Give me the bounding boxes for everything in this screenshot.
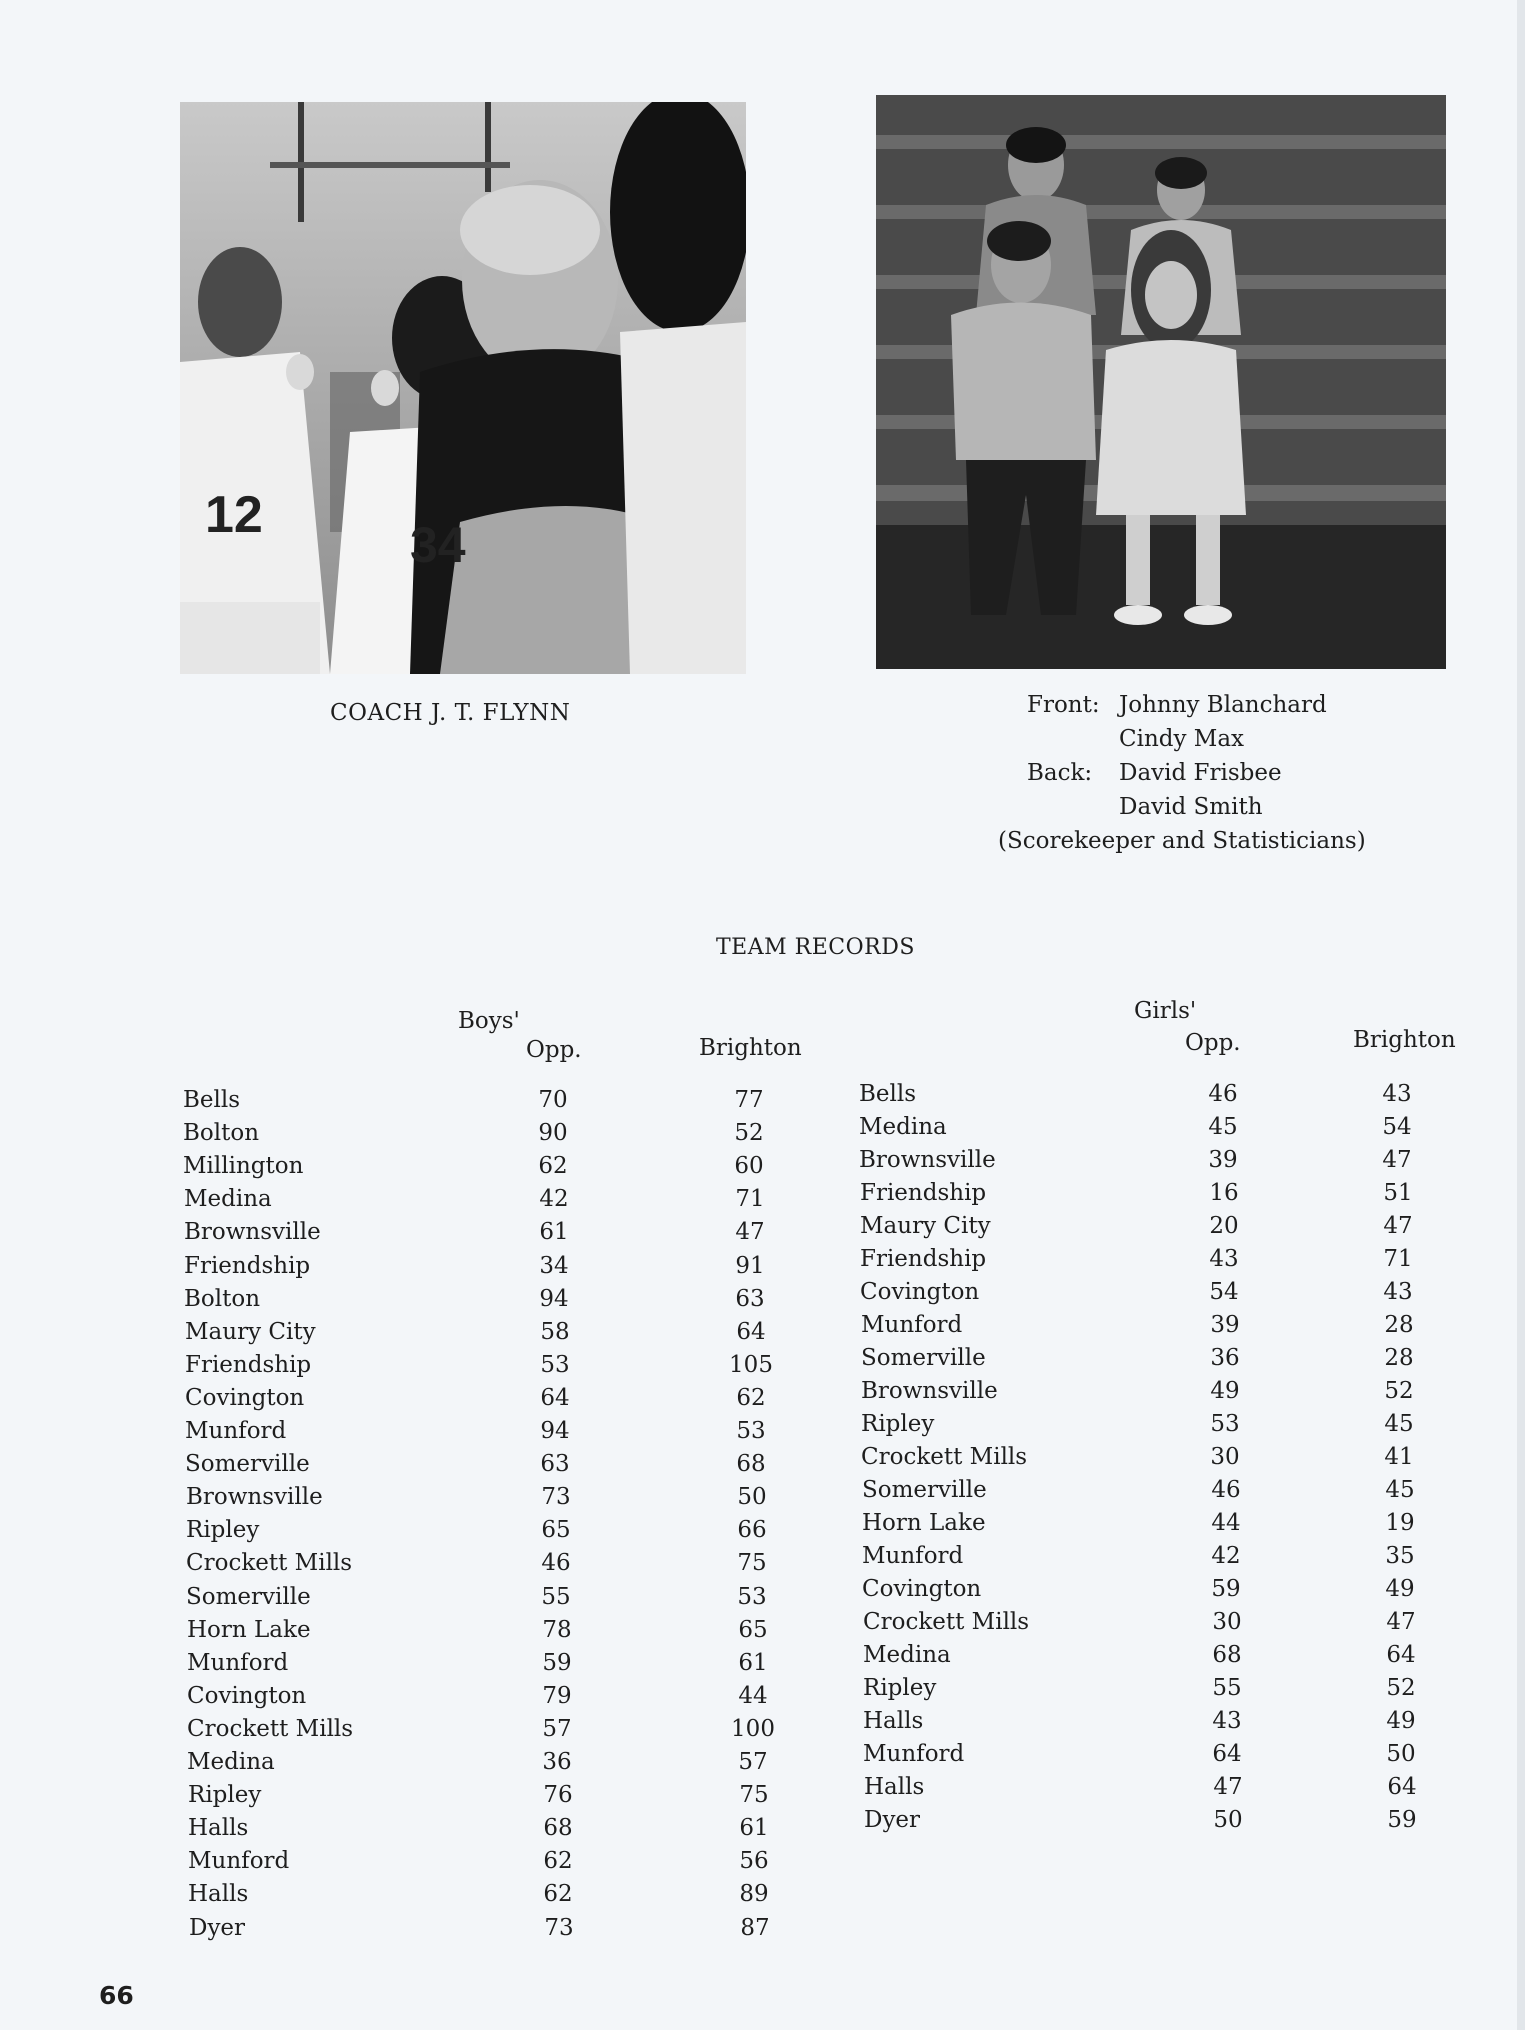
girls-label: Girls': [1134, 998, 1197, 1024]
team-name: Bolton: [183, 1120, 260, 1146]
brighton-score: 54: [1382, 1114, 1412, 1140]
brighton-score: 52: [1384, 1378, 1414, 1404]
opponent-score: 46: [541, 1550, 571, 1576]
brighton-score: 65: [738, 1617, 768, 1643]
brighton-score: 28: [1384, 1312, 1414, 1338]
brighton-score: 91: [735, 1253, 765, 1279]
team-name: Munford: [185, 1418, 287, 1444]
opponent-score: 68: [1212, 1642, 1242, 1668]
team-name: Maury City: [185, 1319, 316, 1345]
team-name: Bells: [183, 1087, 241, 1113]
opponent-score: 58: [540, 1319, 570, 1345]
brighton-score: 51: [1383, 1180, 1413, 1206]
team-name: Ripley: [861, 1411, 935, 1437]
team-name: Medina: [187, 1749, 275, 1775]
team-name: Somerville: [185, 1451, 310, 1477]
opponent-score: 53: [540, 1352, 570, 1378]
team-name: Crockett Mills: [186, 1550, 353, 1576]
team-name: Bolton: [184, 1286, 261, 1312]
brighton-score: 43: [1382, 1081, 1412, 1107]
coach-photo: [180, 102, 746, 674]
brighton-score: 57: [738, 1749, 768, 1775]
brighton-score: 75: [737, 1550, 767, 1576]
girls-opp-header: Opp.: [1185, 1030, 1241, 1056]
team-name: Friendship: [185, 1352, 312, 1378]
brighton-score: 50: [737, 1484, 767, 1510]
team-name: Crockett Mills: [861, 1444, 1028, 1470]
opponent-score: 50: [1213, 1807, 1243, 1833]
team-name: Brownsville: [184, 1219, 321, 1245]
team-name: Brownsville: [861, 1378, 998, 1404]
brighton-score: 64: [736, 1319, 766, 1345]
team-name: Halls: [863, 1708, 924, 1734]
brighton-score: 49: [1385, 1576, 1415, 1602]
opponent-score: 16: [1209, 1180, 1239, 1206]
team-name: Munford: [861, 1312, 963, 1338]
team-name: Covington: [185, 1385, 305, 1411]
opponent-score: 94: [539, 1286, 569, 1312]
team-name: Munford: [188, 1848, 290, 1874]
opponent-score: 59: [542, 1650, 572, 1676]
team-name: Munford: [863, 1741, 965, 1767]
opponent-score: 42: [1211, 1543, 1241, 1569]
opponent-score: 39: [1210, 1312, 1240, 1338]
brighton-score: 75: [739, 1782, 769, 1808]
brighton-score: 47: [1386, 1609, 1416, 1635]
boys-opp-header: Opp.: [526, 1037, 582, 1063]
opponent-score: 42: [539, 1186, 569, 1212]
brighton-score: 61: [738, 1650, 768, 1676]
brighton-score: 87: [740, 1915, 770, 1941]
team-name: Maury City: [860, 1213, 991, 1239]
opponent-score: 65: [541, 1517, 571, 1543]
opponent-score: 57: [542, 1716, 572, 1742]
team-name: Millington: [183, 1153, 304, 1179]
team-name: Munford: [187, 1650, 289, 1676]
brighton-score: 19: [1385, 1510, 1415, 1536]
brighton-score: 100: [731, 1716, 775, 1742]
opponent-score: 55: [1212, 1675, 1242, 1701]
brighton-score: 62: [736, 1385, 766, 1411]
team-name: Crockett Mills: [863, 1609, 1030, 1635]
brighton-score: 64: [1386, 1642, 1416, 1668]
opponent-score: 36: [542, 1749, 572, 1775]
opponent-score: 20: [1209, 1213, 1239, 1239]
crew-role-note: (Scorekeeper and Statisticians): [998, 828, 1366, 854]
opponent-score: 36: [1210, 1345, 1240, 1371]
team-name: Horn Lake: [187, 1617, 311, 1643]
team-name: Bells: [859, 1081, 917, 1107]
opponent-score: 94: [540, 1418, 570, 1444]
team-name: Halls: [864, 1774, 925, 1800]
girls-brighton-header: Brighton: [1353, 1027, 1456, 1053]
records-title: TEAM RECORDS: [716, 935, 915, 960]
opponent-score: 64: [540, 1385, 570, 1411]
opponent-score: 47: [1213, 1774, 1243, 1800]
opponent-score: 78: [542, 1617, 572, 1643]
opponent-score: 34: [539, 1253, 569, 1279]
opponent-score: 44: [1211, 1510, 1241, 1536]
opponent-score: 43: [1209, 1246, 1239, 1272]
brighton-score: 56: [739, 1848, 769, 1874]
opponent-score: 79: [542, 1683, 572, 1709]
team-name: Friendship: [860, 1246, 987, 1272]
back-name-2: David Smith: [1119, 794, 1263, 820]
back-label: Back:: [1027, 760, 1093, 786]
brighton-score: 50: [1386, 1741, 1416, 1767]
team-name: Ripley: [188, 1782, 262, 1808]
brighton-score: 63: [735, 1286, 765, 1312]
brighton-score: 47: [735, 1219, 765, 1245]
opponent-score: 30: [1210, 1444, 1240, 1470]
back-name-1: David Frisbee: [1119, 760, 1282, 786]
brighton-score: 41: [1384, 1444, 1414, 1470]
brighton-score: 71: [1383, 1246, 1413, 1272]
brighton-score: 77: [734, 1087, 764, 1113]
team-name: Dyer: [189, 1915, 246, 1941]
opponent-score: 62: [543, 1881, 573, 1907]
opponent-score: 62: [543, 1848, 573, 1874]
brighton-score: 43: [1383, 1279, 1413, 1305]
scorekeepers-photo: [876, 95, 1446, 669]
opponent-score: 63: [540, 1451, 570, 1477]
page-number: 66: [99, 1981, 134, 2010]
brighton-score: 47: [1382, 1147, 1412, 1173]
team-name: Dyer: [864, 1807, 921, 1833]
brighton-score: 66: [737, 1517, 767, 1543]
team-name: Halls: [188, 1815, 249, 1841]
brighton-score: 49: [1386, 1708, 1416, 1734]
team-name: Medina: [184, 1186, 272, 1212]
team-name: Friendship: [860, 1180, 987, 1206]
front-label: Front:: [1027, 692, 1100, 718]
team-name: Friendship: [184, 1253, 311, 1279]
opponent-score: 46: [1211, 1477, 1241, 1503]
team-name: Covington: [187, 1683, 307, 1709]
team-name: Somerville: [186, 1584, 311, 1610]
coach-caption: COACH J. T. FLYNN: [330, 700, 571, 726]
brighton-score: 53: [737, 1584, 767, 1610]
brighton-score: 64: [1387, 1774, 1417, 1800]
opponent-score: 49: [1210, 1378, 1240, 1404]
team-name: Covington: [862, 1576, 982, 1602]
team-name: Brownsville: [859, 1147, 996, 1173]
page-edge: [1517, 0, 1525, 2030]
brighton-score: 59: [1387, 1807, 1417, 1833]
opponent-score: 76: [543, 1782, 573, 1808]
team-name: Medina: [863, 1642, 951, 1668]
opponent-score: 45: [1208, 1114, 1238, 1140]
team-name: Somerville: [862, 1477, 987, 1503]
opponent-score: 62: [538, 1153, 568, 1179]
team-name: Brownsville: [186, 1484, 323, 1510]
boys-brighton-header: Brighton: [699, 1035, 802, 1061]
team-name: Somerville: [861, 1345, 986, 1371]
opponent-score: 70: [538, 1087, 568, 1113]
brighton-score: 53: [736, 1418, 766, 1444]
team-name: Halls: [188, 1881, 249, 1907]
opponent-score: 59: [1211, 1576, 1241, 1602]
team-name: Horn Lake: [862, 1510, 986, 1536]
opponent-score: 43: [1212, 1708, 1242, 1734]
opponent-score: 53: [1210, 1411, 1240, 1437]
opponent-score: 39: [1208, 1147, 1238, 1173]
opponent-score: 73: [544, 1915, 574, 1941]
jersey-number-34: 34: [410, 517, 466, 573]
team-name: Medina: [859, 1114, 947, 1140]
team-name: Covington: [860, 1279, 980, 1305]
team-name: Ripley: [863, 1675, 937, 1701]
opponent-score: 55: [541, 1584, 571, 1610]
front-name-2: Cindy Max: [1119, 726, 1245, 752]
opponent-score: 68: [543, 1815, 573, 1841]
opponent-score: 61: [539, 1219, 569, 1245]
brighton-score: 28: [1384, 1345, 1414, 1371]
brighton-score: 35: [1385, 1543, 1415, 1569]
brighton-score: 89: [739, 1881, 769, 1907]
brighton-score: 60: [734, 1153, 764, 1179]
opponent-score: 54: [1209, 1279, 1239, 1305]
brighton-score: 52: [1386, 1675, 1416, 1701]
brighton-score: 52: [734, 1120, 764, 1146]
opponent-score: 73: [541, 1484, 571, 1510]
boys-label: Boys': [458, 1008, 520, 1034]
brighton-score: 45: [1384, 1411, 1414, 1437]
opponent-score: 46: [1208, 1081, 1238, 1107]
opponent-score: 90: [538, 1120, 568, 1146]
brighton-score: 47: [1383, 1213, 1413, 1239]
brighton-score: 68: [736, 1451, 766, 1477]
team-name: Ripley: [186, 1517, 260, 1543]
opponent-score: 30: [1212, 1609, 1242, 1635]
brighton-score: 44: [738, 1683, 768, 1709]
team-name: Munford: [862, 1543, 964, 1569]
brighton-score: 61: [739, 1815, 769, 1841]
opponent-score: 64: [1212, 1741, 1242, 1767]
brighton-score: 71: [735, 1186, 765, 1212]
brighton-score: 105: [729, 1352, 773, 1378]
jersey-number-12: 12: [205, 486, 263, 544]
brighton-score: 45: [1385, 1477, 1415, 1503]
team-name: Crockett Mills: [187, 1716, 354, 1742]
front-name-1: Johnny Blanchard: [1119, 692, 1327, 718]
